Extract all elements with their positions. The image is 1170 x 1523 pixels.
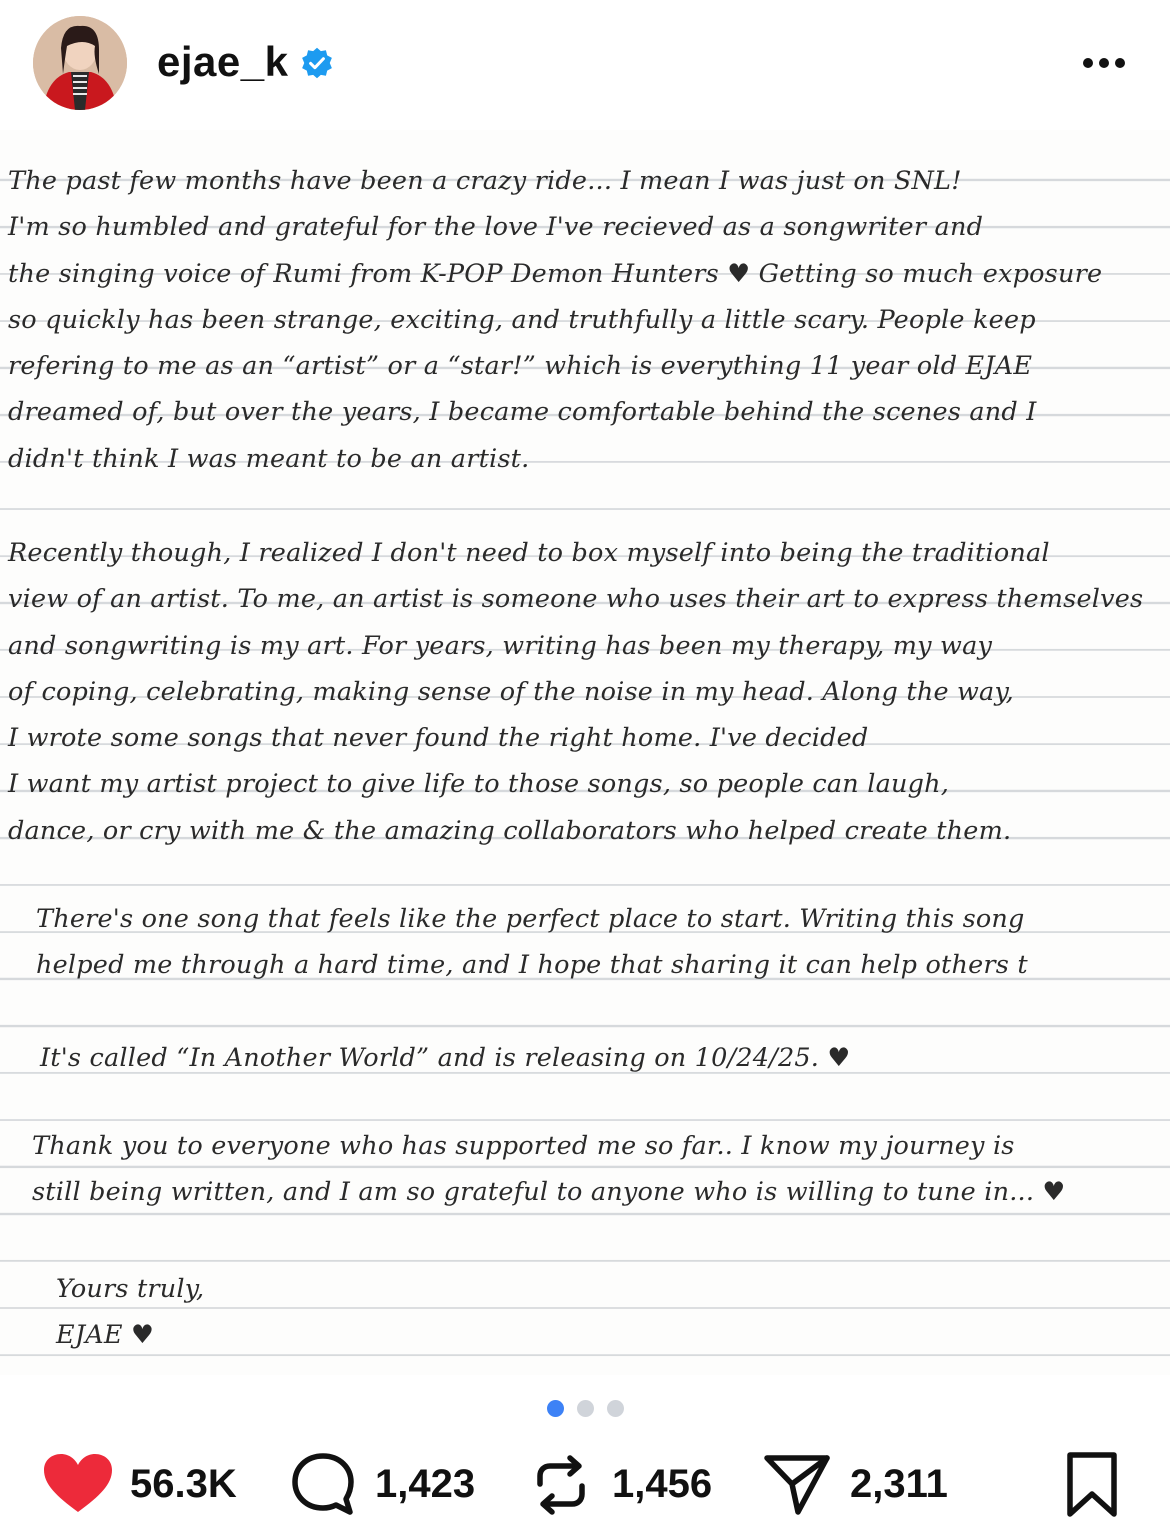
letter-paragraph bbox=[32, 1123, 1066, 1216]
username[interactable]: ejae_k bbox=[157, 38, 289, 85]
carousel-dot[interactable] bbox=[607, 1400, 624, 1417]
letter-paragraph bbox=[40, 1035, 850, 1081]
letter-line: helped me through a hard time, and I hope that sharing it can help others t bbox=[36, 950, 1028, 981]
letter-line: EJAE ♥ bbox=[56, 1320, 155, 1351]
share-count: 2,311 bbox=[850, 1462, 948, 1506]
letter-line: still being written, and I am so grateful to anyone who is willing to tune in... ♥ bbox=[32, 1177, 1066, 1208]
more-options-icon[interactable] bbox=[1078, 50, 1130, 76]
post-header bbox=[0, 0, 1170, 130]
letter-line: Recently though, I realized I don't need to box myself into being the traditional bbox=[8, 538, 1050, 568]
letter-line: refering to me as an “artist” or a “star!” which is everything 11 year old EJAE bbox=[8, 351, 1033, 382]
repost-icon[interactable] bbox=[530, 1454, 592, 1516]
carousel-dot[interactable] bbox=[577, 1400, 594, 1417]
letter-line: I wrote some songs that never found the right home. I've decided bbox=[8, 723, 869, 754]
action-bar bbox=[0, 1440, 1170, 1523]
letter-line: Thank you to everyone who has supported me so far.. I know my journey is bbox=[32, 1131, 1015, 1161]
comment-bubble-icon[interactable] bbox=[290, 1452, 356, 1516]
carousel-indicator bbox=[0, 1398, 1170, 1422]
letter-signoff bbox=[56, 1266, 204, 1359]
letter-paragraph bbox=[8, 530, 1143, 854]
carousel-dot[interactable] bbox=[547, 1400, 564, 1417]
like-count: 56.3K bbox=[130, 1462, 237, 1506]
avatar[interactable] bbox=[33, 16, 127, 110]
letter-line: so quickly has been strange, exciting, and truthfully a little scary. People keep bbox=[8, 304, 1036, 335]
letter-line: and songwriting is my art. For years, writing has been my therapy, my way bbox=[8, 630, 993, 661]
repost-count: 1,456 bbox=[612, 1462, 713, 1506]
letter-line: The past few months have been a crazy ride... I mean I was just on SNL! bbox=[8, 166, 962, 196]
letter-line: I'm so humbled and grateful for the love I've recieved as a songwriter and bbox=[8, 212, 984, 243]
handwritten-letter-image bbox=[0, 130, 1170, 1375]
letter-paragraph bbox=[8, 158, 1102, 482]
letter-line: dance, or cry with me & the amazing collaborators who helped create them. bbox=[8, 815, 1012, 846]
verified-badge-icon bbox=[300, 46, 334, 80]
letter-line: didn't think I was meant to be an artist. bbox=[8, 443, 530, 474]
comment-count: 1,423 bbox=[375, 1462, 476, 1506]
bookmark-icon[interactable] bbox=[1062, 1450, 1122, 1520]
letter-paragraph bbox=[36, 896, 1028, 989]
letter-line: There's one song that feels like the perfect place to start. Writing this song bbox=[36, 904, 1025, 934]
letter-line: It's called “In Another World” and is releasing on 10/24/25. ♥ bbox=[40, 1043, 851, 1073]
letter-line: view of an artist. To me, an artist is someone who uses their art to express themselves bbox=[8, 584, 1144, 615]
letter-line: dreamed of, but over the years, I became comfortable behind the scenes and I bbox=[8, 397, 1037, 428]
letter-line: the singing voice of Rumi from K-POP Demon Hunters ♥ Getting so much exposure bbox=[8, 258, 1103, 289]
letter-line: I want my artist project to give life to those songs, so people can laugh, bbox=[8, 769, 950, 800]
heart-icon[interactable] bbox=[42, 1452, 114, 1516]
letter-line: of coping, celebrating, making sense of the noise in my head. Along the way, bbox=[8, 676, 1014, 707]
send-icon[interactable] bbox=[762, 1452, 832, 1518]
letter-line: Yours truly, bbox=[56, 1274, 205, 1304]
